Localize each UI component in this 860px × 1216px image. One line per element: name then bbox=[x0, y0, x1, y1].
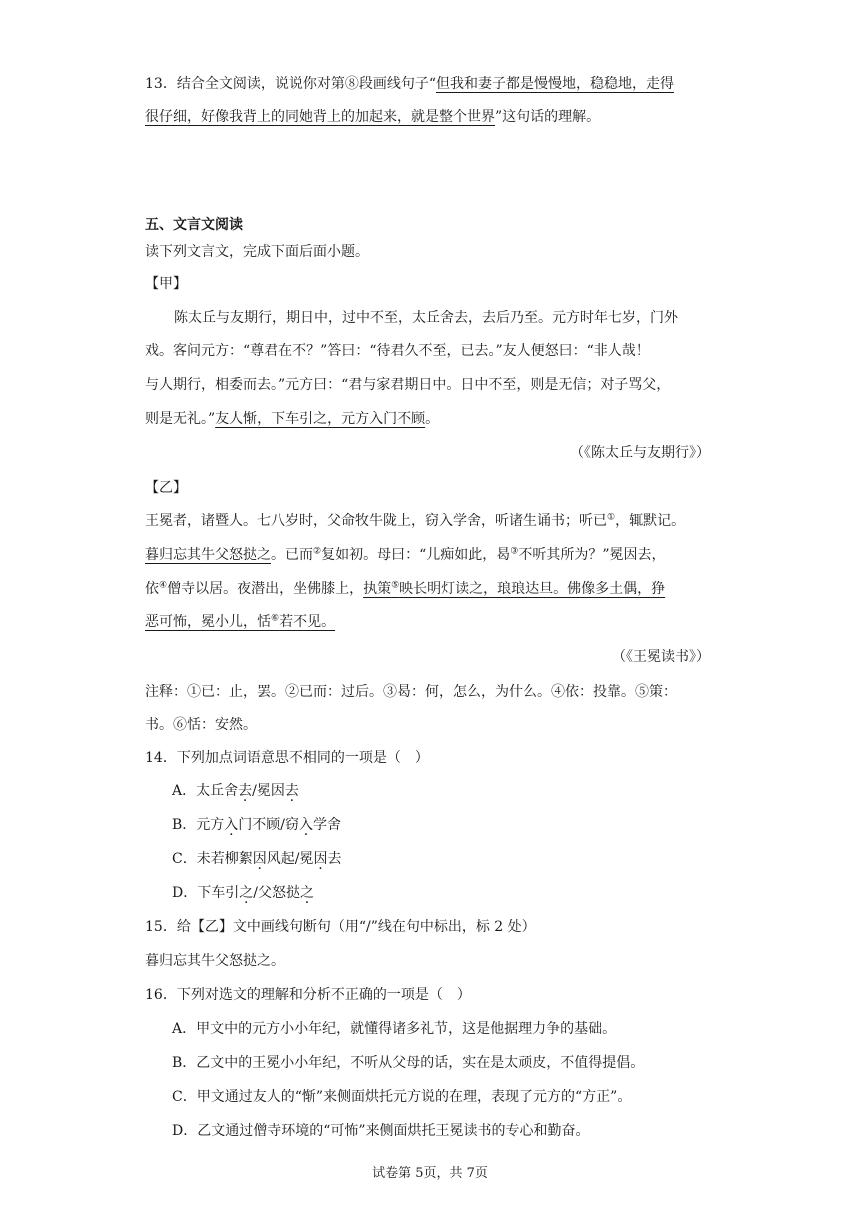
q14-stem: 14．下列加点词语意思不相同的一项是（ ） bbox=[145, 750, 429, 766]
q16-option-c: C．甲文通过友人的“惭”来侧面烘托元方说的在理，表现了元方的“方正”。 bbox=[172, 1089, 632, 1105]
jia-text-3: 与人期行，相委而去。”元方曰：“君与家君期日中。日中不至，则是无信；对子骂父， bbox=[145, 377, 671, 393]
jia-source: （《陈太丘与友期行》） bbox=[570, 445, 710, 461]
q13-underlined-sentence-cont: 很仔细，好像我背上的同她背上的加起来，就是整个世界 bbox=[145, 109, 495, 125]
yi-text-3: 依④僧寺以居。夜潜出，坐佛膝上，执策⑤映长明灯读之，琅琅达旦。佛像多土偶，狰 bbox=[145, 580, 666, 597]
note-marker: ④ bbox=[159, 580, 168, 591]
q14-option-b: B．元方入门不顾/窃入学舍 bbox=[172, 817, 342, 833]
note-marker: ① bbox=[607, 512, 616, 523]
q16-option-d: D．乙文通过僧寺环境的“可怖”来侧面烘托王冕读书的专心和勤奋。 bbox=[172, 1123, 590, 1139]
note-marker: ⑤ bbox=[391, 580, 400, 591]
yi-source: （《王冕读书》） bbox=[612, 649, 710, 665]
note-marker: ③ bbox=[510, 546, 519, 557]
q16-option-a: A．甲文中的元方小小年纪，就懂得诸多礼节，这是他据理力争的基础。 bbox=[172, 1021, 617, 1037]
jia-text-2: 戏。客问元方：“尊君在不？”答曰：“待君久不至，已去。”友人便怒曰：“非人哉！ bbox=[145, 343, 650, 359]
q16-option-b: B．乙文中的王冕小小年纪，不听从父母的话，实在是太顽皮，不值得提倡。 bbox=[172, 1055, 645, 1071]
section-intro: 读下列文言文，完成下面后面小题。 bbox=[145, 244, 369, 260]
q16-stem: 16．下列对选文的理解和分析不正确的一项是（ ） bbox=[145, 987, 471, 1003]
jia-text-1: 陈太丘与友期行，期日中，过中不至，太丘舍去，去后乃至。元方时年七岁，门外 bbox=[174, 310, 678, 326]
q13-line-1: 13．结合全文阅读，说说你对第⑧段画线句子“但我和妻子都是慢慢地，稳稳地，走得 bbox=[145, 76, 674, 92]
yi-label: 【乙】 bbox=[145, 480, 187, 496]
page-footer: 试卷第 5页，共 7页 bbox=[372, 1166, 488, 1181]
jia-label: 【甲】 bbox=[145, 276, 187, 292]
note-marker: ⑥ bbox=[271, 613, 280, 624]
q13-underlined-sentence: 但我和妻子都是慢慢地，稳稳地，走得 bbox=[435, 76, 674, 92]
q14-option-c: C．未若柳絮因风起/冕因去 bbox=[172, 851, 342, 867]
section-title: 五、文言文阅读 bbox=[145, 217, 243, 233]
yi-underlined-2: 执策⑤映长明灯读之，琅琅达旦。佛像多土偶，狰 bbox=[363, 580, 666, 597]
notes-line-2: 书。⑥恬：安然。 bbox=[145, 717, 257, 733]
yi-text-1: 王冕者，诸暨人。七八岁时，父命牧牛陇上，窃入学舍，听诸生诵书；听已①，辄默记。 bbox=[145, 512, 686, 529]
yi-underlined-3: 恶可怖，冕小儿，恬⑥若不见。 bbox=[145, 613, 336, 630]
q14-option-d: D．下车引之/父怒挞之 bbox=[172, 885, 314, 901]
notes-line-1: 注释：①已：止，罢。②已而：过后。③曷：何，怎么，为什么。④依：投靠。⑤策： bbox=[145, 684, 677, 700]
yi-text-2: 暮归忘其牛父怒挞之。已而②复如初。母曰：“儿痴如此，曷③不听其所为？”冕因去， bbox=[145, 546, 666, 563]
q15-stem: 15．给【乙】文中画线句断句（用“/”线在句中标出，标 2 处） bbox=[145, 919, 536, 935]
q13-line-2: 很仔细，好像我背上的同她背上的加起来，就是整个世界”这句话的理解。 bbox=[145, 109, 601, 125]
q14-option-a: A．太丘舍去/冕因去 bbox=[172, 783, 299, 799]
note-marker: ② bbox=[313, 546, 322, 557]
yi-underlined-1: 暮归忘其牛父怒挞之 bbox=[145, 547, 271, 563]
yi-text-4 bbox=[145, 612, 335, 632]
q15-text: 暮归忘其牛父怒挞之。 bbox=[145, 953, 285, 969]
jia-underlined: 友人惭，下车引之，元方入门不顾 bbox=[215, 411, 426, 427]
jia-text-4: 则是无礼。”友人惭，下车引之，元方入门不顾。 bbox=[145, 411, 440, 427]
